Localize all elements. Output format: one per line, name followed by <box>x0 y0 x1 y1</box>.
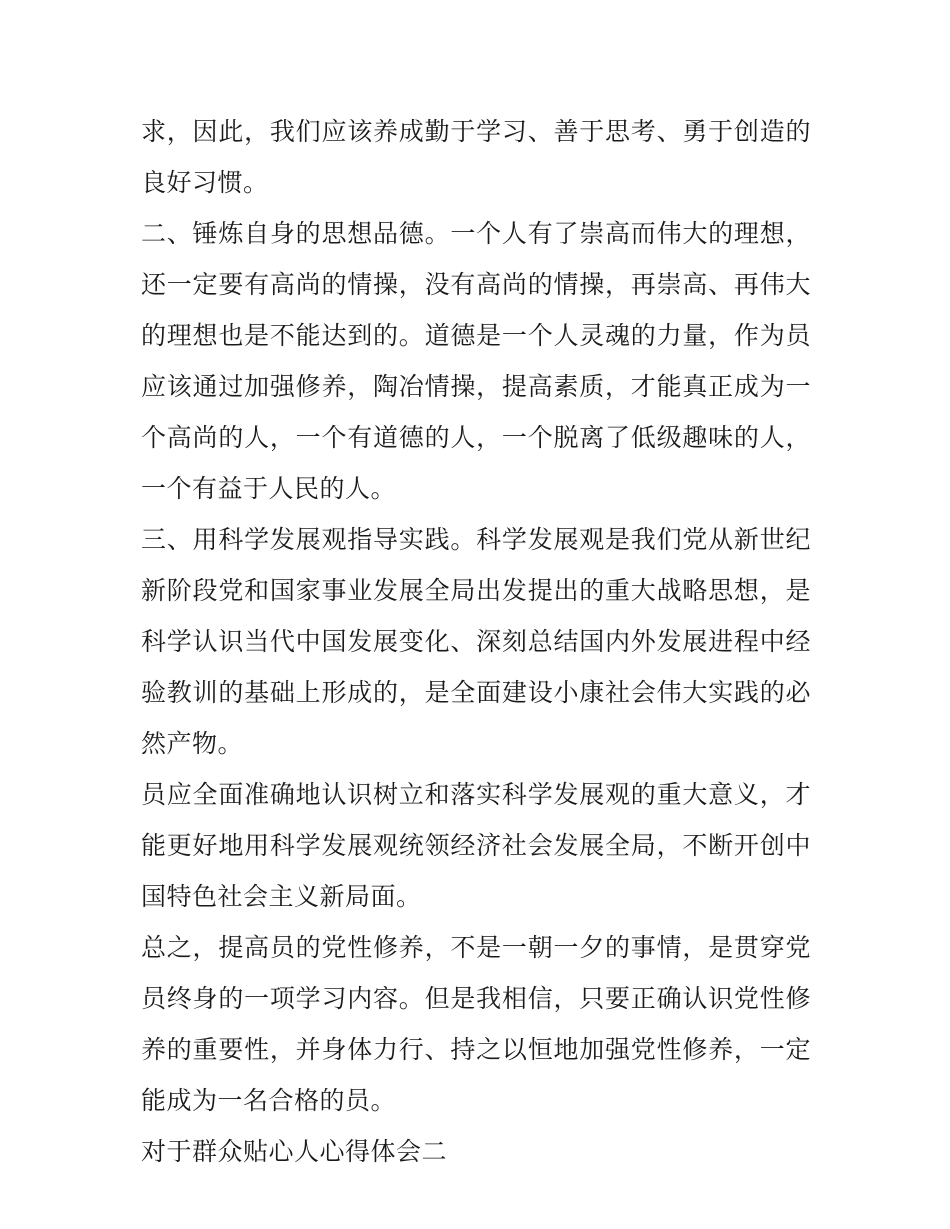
document-body <box>141 106 811 1177</box>
paragraph-good-habits: 求，因此，我们应该养成勤于学习、善于思考、勇于创造的良好习惯。 <box>141 117 811 197</box>
paragraph-scientific-development: 三、用科学发展观指导实践。科学发展观是我们党从新世纪新阶段党和国家事业发展全局出发提出的重大战略思想，是科学认识当代中国发展变化、深刻总结国内外发展进程中经验教训的基础上形成的，是全面建设小康社会伟大实践的必然产物。 <box>141 525 811 758</box>
paragraph-conclusion: 总之，提高员的党性修养，不是一朝一夕的事情，是贯穿党员终身的一项学习内容。但是我相信，只要正确认识党性修养的重要性，并身体力行、持之以恒地加强党性修养，一定能成为一名合格的员。 <box>141 933 811 1115</box>
section-heading: 对于群众贴心人心得体会二 <box>141 1137 448 1166</box>
paragraph-implement-development: 员应全面准确地认识树立和落实科学发展观的重大意义，才能更好地用科学发展观统领经济社会发展全局，不断开创中国特色社会主义新局面。 <box>141 780 811 911</box>
paragraph-moral-character: 二、锤炼自身的思想品德。一个人有了崇高而伟大的理想，还一定要有高尚的情操，没有高尚的情操，再崇高、再伟大的理想也是不能达到的。道德是一个人灵魂的力量，作为员应该通过加强修养，陶冶情操，提高素质，才能真正成为一个高尚的人，一个有道德的人，一个脱离了低级趣味的人，一个有益于人民的人。 <box>141 219 811 503</box>
